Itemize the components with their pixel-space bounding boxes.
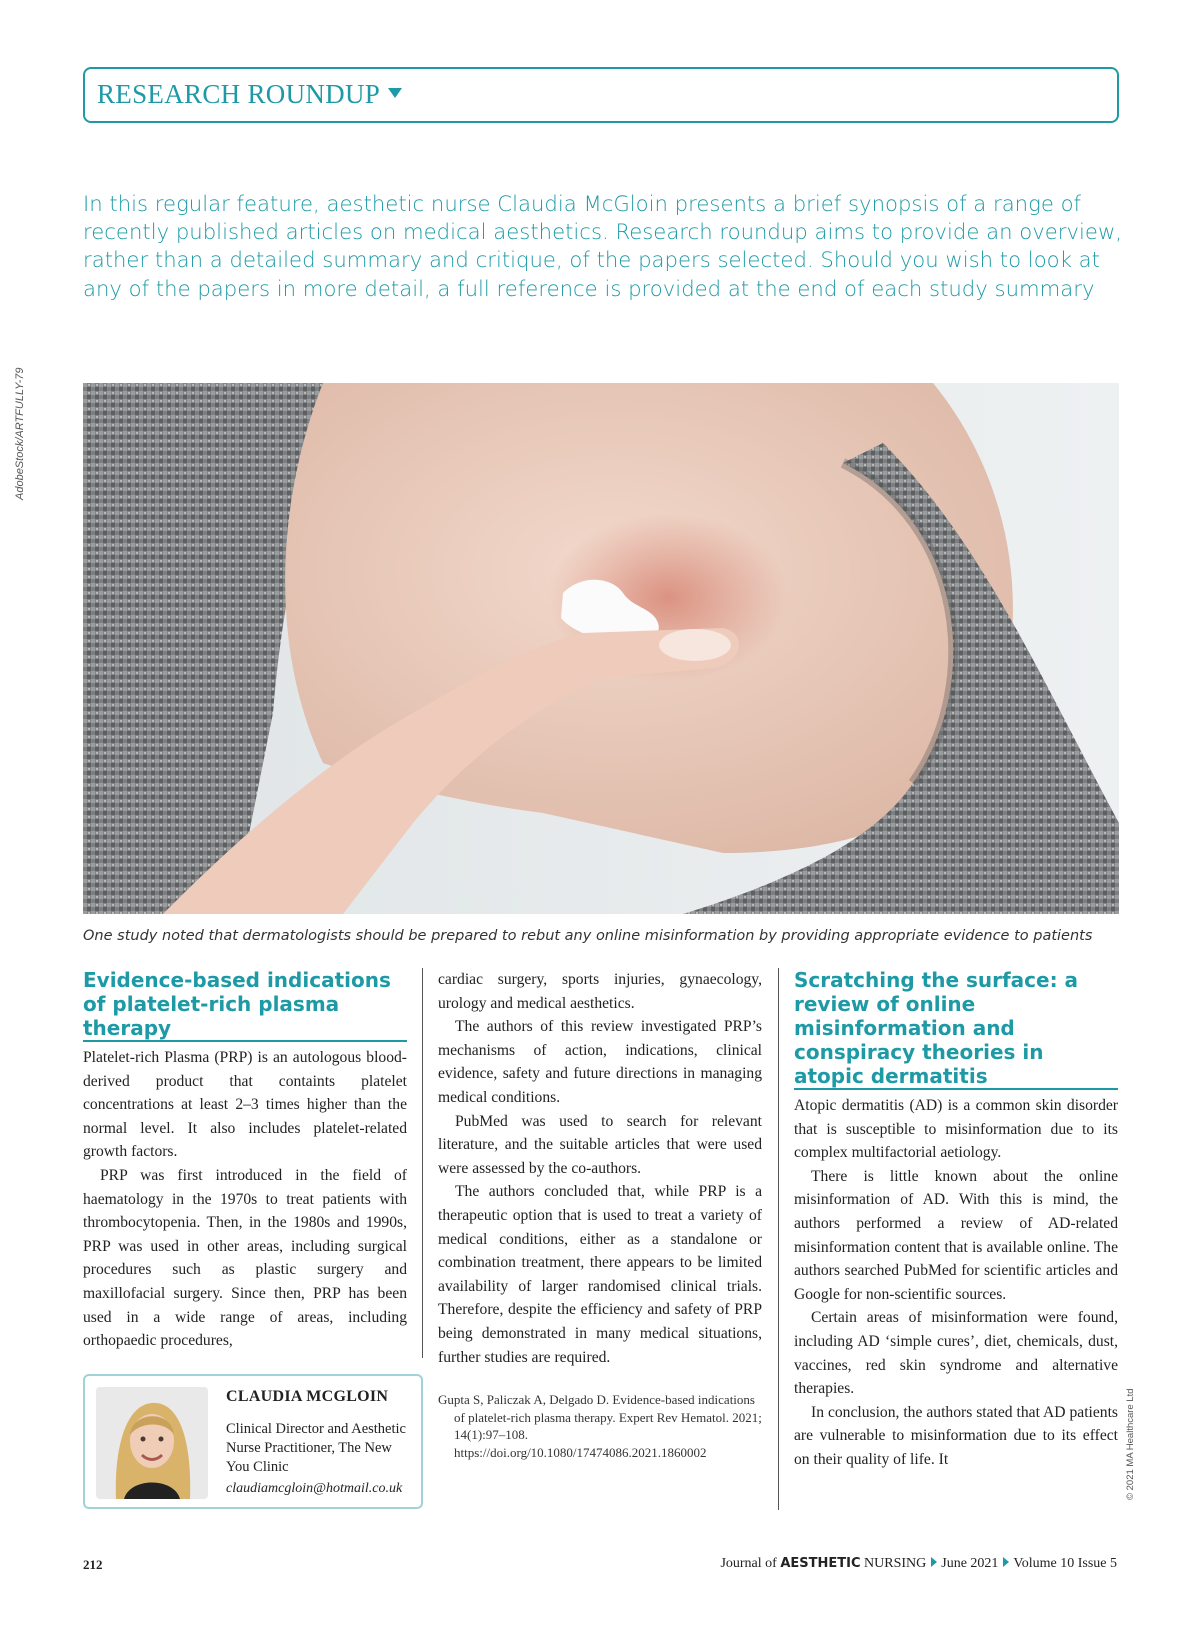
column-divider: [778, 968, 779, 1510]
author-box: [83, 1374, 423, 1509]
page-number: 212: [83, 1557, 103, 1572]
article-photo: [83, 383, 1119, 914]
author-role: Clinical Director and Aesthetic Nurse Practitioner, The New You Clinic: [226, 1421, 406, 1475]
caret-down-icon: [388, 88, 402, 98]
copyright-notice: © 2021 MA Healthcare Ltd: [1125, 1388, 1136, 1500]
journal-name-bold: AESTHETIC: [780, 1556, 861, 1571]
journal-name-suffix: NURSING: [864, 1556, 927, 1571]
article1-paragraph: PRP was first introduced in the field of haematology in the 1970s to treat patients with thrombocytopenia. Then, in the 1980s and 1990s, PRP was used in other areas, including surgical procedures such as plastic surgery and maxillofacial surgery. Since then, PRP has been used in a wide range of areas, including orthopaedic procedures,: [83, 1166, 407, 1350]
intro-standfirst: In this regular feature, aesthetic nurse Claudia McGloin presents a brief synopsis of a range of recently published articles on medical aesthetics. Research roundup aims to provide an overview, rather than a detailed summary and critique, of the papers selected. Should you wish to look at any of the papers in more detail, a full reference is provided at the end of each study summary: [83, 191, 1123, 301]
article1-paragraph: Platelet-rich Plasma (PRP) is an autologous blood-derived product that containts platelet concentrations at least 2–3 times higher than the normal level. It also includes platelet-related growth factors.: [83, 1049, 407, 1161]
author-email[interactable]: claudiamcgloin@hotmail.co.uk: [226, 1481, 403, 1496]
article1-title: Evidence-based indications of platelet-rich plasma therapy: [83, 968, 407, 1042]
photo-caption: One study noted that dermatologists should be prepared to rebut any online misinformation by providing appropriate evidence to patients: [83, 928, 1093, 944]
article1-paragraph: The authors of this review investigated PRP’s mechanisms of action, indications, clinical evidence, safety and future directions in managing medical conditions.: [438, 1018, 762, 1106]
column-divider: [422, 968, 423, 1358]
article1-reference: Gupta S, Paliczak A, Delgado D. Evidence-based indications of platelet-rich plasma therapy. Expert Rev Hematol. 2021; 14(1):97–108. https://doi.org/10.1080/17474086.2021.1860002: [438, 1392, 762, 1460]
triangle-right-icon: [931, 1557, 937, 1567]
article2-paragraph: Certain areas of misinformation were found, including AD ‘simple cures’, diet, chemicals, dust, vaccines, red skin syndrome and alternative therapies.: [794, 1309, 1118, 1398]
article1-column2: [438, 968, 762, 1461]
journal-footer: [720, 1556, 1117, 1572]
article1-paragraph: cardiac surgery, sports injuries, gynaecology, urology and medical aesthetics.: [438, 971, 762, 1012]
section-title: RESEARCH ROUNDUP: [97, 79, 402, 110]
author-avatar: [96, 1387, 208, 1499]
article1-column1: [83, 968, 407, 1353]
article2-column: [794, 968, 1118, 1472]
article2-title: Scratching the surface: a review of online misinformation and conspiracy theories in atopic dermatitis: [794, 968, 1118, 1090]
author-name: CLAUDIA MCGLOIN: [226, 1388, 389, 1405]
issue-volume: Volume 10 Issue 5: [1013, 1556, 1117, 1571]
triangle-right-icon: [1003, 1557, 1009, 1567]
journal-prefix: Journal of: [720, 1556, 777, 1571]
article2-paragraph: There is little known about the online misinformation of AD. With this is mind, the authors performed a review of AD-related misinformation content that is available online. The authors searched PubMed for scientific articles and Google for non-scientific sources.: [794, 1167, 1118, 1303]
section-header: [83, 67, 1119, 123]
arm-cream-illustration: [83, 383, 1119, 914]
issue-date: June 2021: [941, 1556, 999, 1571]
article1-paragraph: The authors concluded that, while PRP is a therapeutic option that is used to treat a variety of medical conditions, either as a standalone or combination treatment, there appears to be limited availability of larger randomised clinical trials. Therefore, despite the efficiency and safety of PRP being demonstrated in many medical situations, further studies are required.: [438, 1183, 762, 1366]
article2-paragraph: Atopic dermatitis (AD) is a common skin disorder that is susceptible to misinformation due to its complex multifactorial aetiology.: [794, 1097, 1118, 1162]
article1-paragraph: PubMed was used to search for relevant literature, and the suitable articles that were used were assessed by the co-authors.: [438, 1112, 762, 1177]
photo-credit: AdobeStock/ARTFULLY-79: [14, 367, 26, 500]
article2-paragraph: In conclusion, the authors stated that AD patients are vulnerable to misinformation due to its effect on their quality of life. It: [794, 1403, 1118, 1468]
